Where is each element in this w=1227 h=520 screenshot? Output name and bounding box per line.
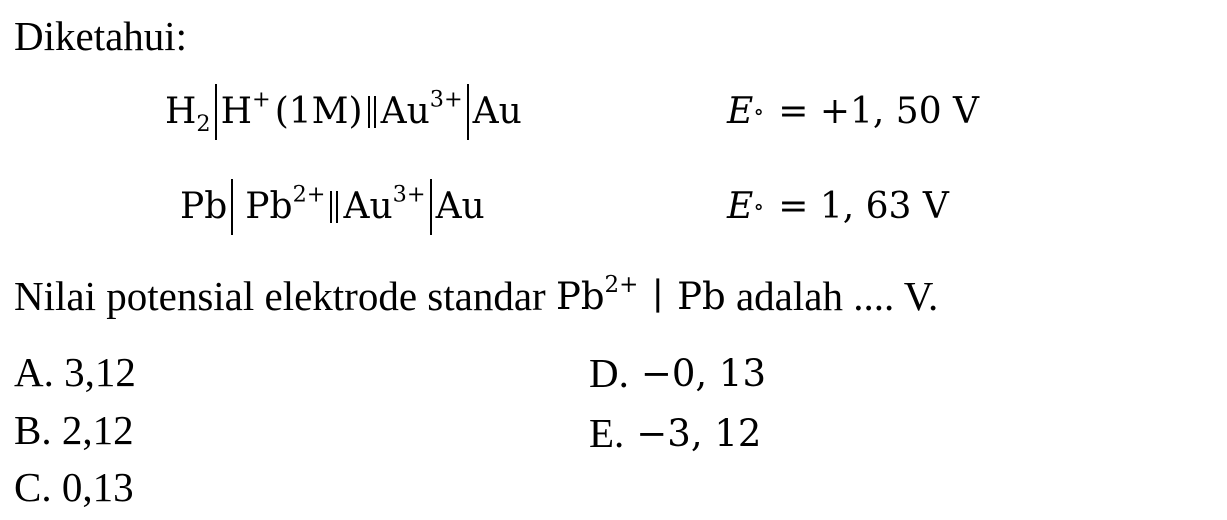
question-ion: $Pb^{2+}$ xyxy=(555,271,639,318)
phase-boundary xyxy=(231,179,233,235)
anode-concentration-1: (1M) xyxy=(274,91,363,132)
phase-boundary xyxy=(467,84,469,140)
option-value: −3, 12 xyxy=(636,411,762,455)
salt-bridge xyxy=(330,191,338,223)
option-letter: D. xyxy=(589,349,629,396)
salt-bridge xyxy=(368,96,376,128)
option-c[interactable] xyxy=(14,464,134,510)
potential-value-2: = 1, 63 V xyxy=(778,186,949,227)
anode-ion-2: $Pb^{2+}$ xyxy=(245,181,326,227)
cathode-ion-1: $Au^{3+}$ xyxy=(380,86,463,132)
option-d[interactable] xyxy=(589,350,766,396)
cathode-1: Au xyxy=(472,91,522,132)
option-value: 2,12 xyxy=(61,407,134,453)
option-e[interactable] xyxy=(589,410,761,456)
potential-value-1: = +1, 50 V xyxy=(778,91,980,132)
anode-1: $H_2$ xyxy=(165,91,211,137)
phase-boundary xyxy=(215,84,217,140)
question-suffix: adalah .... V. xyxy=(725,272,939,319)
anode-ion-1: H+ xyxy=(220,86,271,132)
cell-notation-2 xyxy=(180,179,485,235)
potential-2: E ∘ = 1, 63 V xyxy=(727,186,949,227)
cathode-2: Au xyxy=(435,186,485,227)
option-letter: A. xyxy=(14,349,54,395)
option-letter: B. xyxy=(14,407,52,453)
e-symbol: E xyxy=(727,91,754,132)
anode-2: Pb xyxy=(180,186,228,227)
question-text xyxy=(14,268,938,324)
option-value: 0,13 xyxy=(61,464,134,510)
phase-boundary xyxy=(430,179,432,235)
option-letter: C. xyxy=(14,464,52,510)
option-a[interactable] xyxy=(14,349,136,395)
cathode-ion-2: $Au^{3+}$ xyxy=(343,181,426,227)
option-value: 3,12 xyxy=(64,349,136,395)
option-b[interactable] xyxy=(14,407,134,453)
e-symbol: E xyxy=(727,186,754,227)
cell-notation-1 xyxy=(165,84,522,140)
option-letter: E. xyxy=(589,409,625,456)
option-value: −0, 13 xyxy=(640,351,767,395)
question-metal: Pb xyxy=(677,274,726,318)
question-separator: ∣ xyxy=(652,274,664,318)
question-prefix: Nilai potensial elektrode standar xyxy=(14,272,556,319)
intro-text: Diketahui: xyxy=(14,13,188,59)
potential-1: E ∘ = +1, 50 V xyxy=(727,91,980,132)
